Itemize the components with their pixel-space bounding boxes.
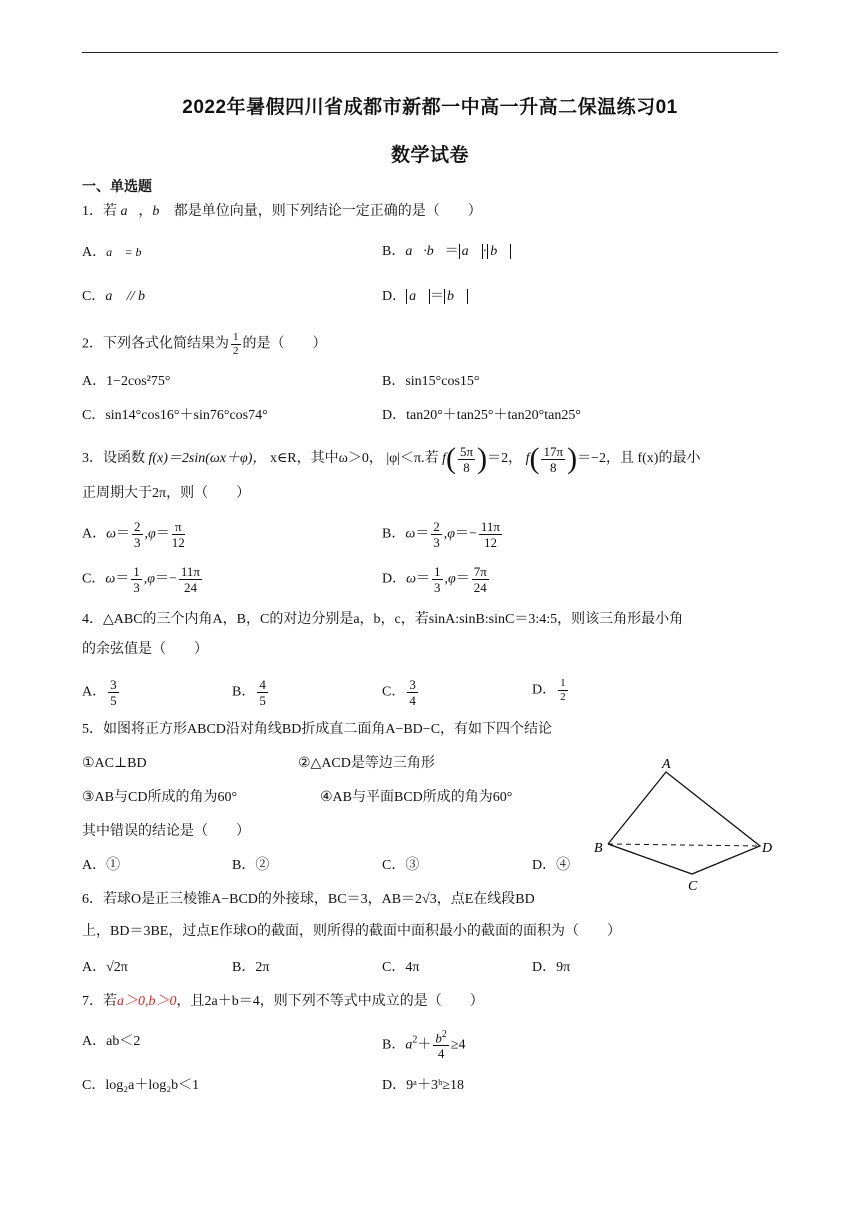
question-4-line-1: 4．△ABC的三个内角A，B，C的对边分别是a，b，c，若sinA:sinB:sinC＝3:4:5，则该三角形最小角	[82, 612, 684, 627]
question-2: 2．下列各式化简结果为 $\frac{1}{2}$ 的是（ ）	[82, 331, 327, 357]
q3-option-a[interactable]: A．ω＝ $\frac{2}{3}$ ,φ＝ $\frac{\pi}{12}$	[82, 519, 185, 550]
page-subtitle: 数学试卷	[390, 145, 469, 166]
q4-option-b[interactable]: B． $\frac{4}{5}$	[232, 677, 266, 708]
q1-option-d[interactable]: D． a⃗ ＝ b⃗	[382, 287, 468, 307]
q4-option-d[interactable]: D． $\frac{1}{2}$	[532, 677, 566, 703]
q2-option-c[interactable]: C．sin14°cos16°＋sin76°cos74°	[82, 408, 268, 423]
page-title: 2022年暑假四川省成都市新都一中高一升高二保温练习01	[182, 97, 678, 118]
q6-option-d[interactable]: D．9π	[532, 960, 571, 975]
q6-option-b[interactable]: B．2π	[232, 960, 270, 975]
question-1: 1．若 a⃗，b⃗ 都是单位向量，则下列结论一定正确的是（ ）	[82, 204, 482, 219]
question-6-line-1: 6．若球O是正三棱锥A−BCD的外接球，BC＝3，AB＝2√3，点E在线段BD	[82, 892, 535, 907]
q2-option-b[interactable]: B．sin15°cos15°	[382, 374, 480, 389]
question-6-line-2: 上，BD＝3BE，过点E作球O的截面，则所得的截面中面积最小的截面的面积为（ ）	[82, 924, 621, 939]
vertex-label-b: B	[594, 841, 603, 856]
vertex-label-d: D	[762, 841, 773, 856]
q2-option-a[interactable]: A．1−2cos²75°	[82, 374, 171, 389]
q1-option-c[interactable]: C．a⃗ // b⃗	[82, 289, 156, 304]
q4-option-a[interactable]: A． $\frac{3}{5}$	[82, 677, 117, 708]
q7-option-c[interactable]: C．log₂a＋log₂b＜1	[82, 1078, 200, 1093]
question-5-line-1: 5．如图将正方形ABCD沿对角线BD折成直二面角A−BD−C，有如下四个结论	[82, 722, 553, 737]
q3-option-b[interactable]: B．ω＝ $\frac{2}{3}$ ,φ＝− $\frac{11\pi}{12}$	[382, 519, 500, 550]
question-4-line-2: 的余弦值是（ ）	[82, 642, 208, 657]
q1-option-a[interactable]: A．a⃗ = b⃗	[82, 245, 151, 260]
header-rule	[82, 52, 778, 53]
figure-outline	[608, 772, 760, 874]
q1-option-b[interactable]: B．a⃗·b⃗＝ a⃗ · b⃗	[382, 242, 511, 262]
question-7: 7．若a＞0,b＞0，且2a＋b＝4，则下列不等式中成立的是（ ）	[82, 994, 484, 1009]
q5-statement-1: ①AC⊥BD	[82, 756, 147, 771]
q7-option-a[interactable]: A．ab＜2	[82, 1034, 141, 1049]
vertex-label-c: C	[688, 879, 698, 894]
q4-option-c[interactable]: C． $\frac{3}{4}$	[382, 677, 416, 708]
section-heading: 一、单选题	[82, 178, 152, 194]
q5-statement-3: ③AB与CD所成的角为60°	[82, 790, 238, 805]
q6-option-a[interactable]: A．√2π	[82, 960, 128, 975]
figure-diagonal-bd	[608, 844, 760, 846]
q3-option-c[interactable]: C．ω＝ $\frac{1}{3}$ ,φ＝− $\frac{11\pi}{24}$	[82, 564, 200, 595]
q5-option-b[interactable]: B．②	[232, 858, 270, 873]
vertex-label-a: A	[662, 757, 671, 772]
q5-question-prompt: 其中错误的结论是（ ）	[82, 824, 250, 839]
q5-statement-4: ④AB与平面BCD所成的角为60°	[320, 790, 513, 805]
q3-option-d[interactable]: D．ω＝ $\frac{1}{3}$ ,φ＝ $\frac{7\pi}{24}$	[382, 564, 487, 595]
q6-option-c[interactable]: C．4π	[382, 960, 420, 975]
q5-statement-2: ②△ACD是等边三角形	[298, 756, 435, 771]
q2-option-d[interactable]: D．tan20°＋tan25°＋tan20°tan25°	[382, 408, 581, 423]
q7-condition: a＞0,b＞0	[117, 994, 177, 1009]
q5-option-d[interactable]: D．④	[532, 858, 571, 873]
q5-option-c[interactable]: C．③	[382, 858, 420, 873]
question-3-line-1: 3．设函数 f(x)＝2sin(ωx＋φ)， x∈R，其中ω＞0， |φ|＜π.若 f( $\frac{5\pi}{8}$ )＝2， f( $\frac{17\pi}{8}$ )＝−2，且 f(x)的最小	[82, 442, 701, 475]
q7-option-d[interactable]: D．9ᵃ＋3ᵇ≥18	[382, 1078, 464, 1093]
question-3-line-2: 正周期大于2π，则（ ）	[82, 486, 251, 501]
q7-option-b[interactable]: B．$a^2+$ $\frac{b^2}{4}$ ≥4	[382, 1029, 466, 1062]
q5-option-a[interactable]: A．①	[82, 858, 121, 873]
q5-figure	[588, 752, 788, 894]
